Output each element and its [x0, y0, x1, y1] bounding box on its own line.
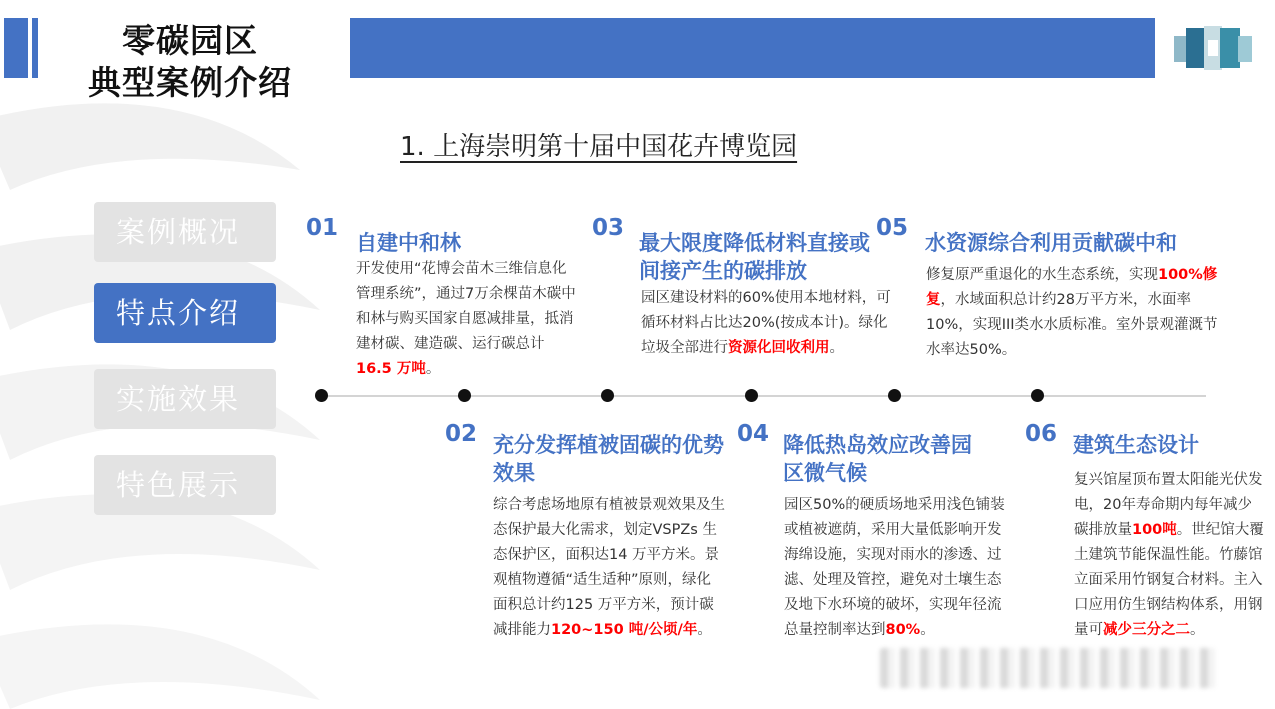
highlight-value: 100吨 — [1132, 522, 1177, 538]
highlight-value: 80% — [885, 622, 921, 638]
item-description: 园区50%的硬质场地采用浅色铺装或植被遮荫，采用大量低影响开发海绵设施，实现对雨水的渗透、过滤、处理及管控，避免对土壤生态及地下水环境的破坏，实现年径流总量控制率达到80%。 — [784, 497, 1005, 638]
nav-item-label: 案例概况 — [116, 215, 241, 249]
nav-item-label: 特色展示 — [116, 468, 241, 502]
item-heading: 水资源综合利用贡献碳中和 — [925, 231, 1177, 255]
page-title-line1: 零碳园区 — [122, 21, 258, 60]
nav-item-features[interactable] — [94, 283, 276, 343]
item-number: 03 — [592, 215, 625, 241]
nav-item-label: 特点介绍 — [116, 296, 241, 330]
nav-item-showcase[interactable] — [94, 455, 276, 515]
header-accent-bar — [4, 18, 28, 78]
item-number: 04 — [737, 421, 770, 447]
logo-icon — [1172, 22, 1256, 74]
page-title — [60, 20, 320, 104]
highlight-value: 资源化回收利用 — [728, 340, 830, 356]
item-description: 综合考虑场地原有植被景观效果及生态保护最大化需求，划定VSPZs 生态保护区，面积达14 万平方米。景观植物遵循“适生适种”原则，绿化面积总计约125 万平方米，预计碳减排能力120~150 吨/公顷/年。 — [493, 497, 725, 638]
item-number: 02 — [445, 421, 478, 447]
item-description: 园区建设材料的60%使用本地材料，可循环材料占比达20%(按成本计)。绿化垃圾全部进行资源化回收利用。 — [641, 290, 891, 356]
timeline-dot — [888, 389, 901, 402]
highlight-value: 减少三分之二 — [1103, 622, 1190, 638]
item-heading: 降低热岛效应改善园区微气候 — [783, 433, 972, 485]
header-accent-bar-thin — [32, 18, 38, 78]
highlight-value: 100%修复 — [926, 267, 1218, 308]
item-description: 修复原严重退化的水生态系统，实现100%修复，水域面积总计约28万平方米，水面率10%，实现III类水水质标准。室外景观灌溉节水率达50%。 — [926, 267, 1218, 358]
item-heading: 自建中和林 — [356, 231, 461, 255]
item-number: 06 — [1025, 421, 1058, 447]
nav-item-label: 实施效果 — [116, 382, 241, 416]
item-number: 05 — [876, 215, 909, 241]
section-title: 1. 上海崇明第十届中国花卉博览园 — [400, 132, 798, 162]
nav-item-implementation-results[interactable] — [94, 369, 276, 429]
item-description: 开发使用“花博会苗木三维信息化管理系统”，通过7万余棵苗木碳中和林与购买国家自愿减排量，抵消建材碳、建造碳、运行碳总计 16.5 万吨。 — [356, 261, 576, 377]
timeline-line — [318, 395, 1206, 397]
timeline-dot — [601, 389, 614, 402]
highlight-value: 16.5 万吨 — [356, 361, 426, 377]
page-title-line2: 典型案例介绍 — [88, 63, 292, 102]
timeline-dot — [458, 389, 471, 402]
item-heading: 充分发挥植被固碳的优势效果 — [493, 433, 724, 485]
item-number: 01 — [306, 215, 339, 241]
item-description: 复兴馆屋顶布置太阳能光伏发电，20年寿命期内每年减少碳排放量100吨。世纪馆大覆土建筑节能保温性能。竹藤馆立面采用竹钢复合材料。主入口应用仿生钢结构体系，用钢量可减少三分之二。 — [1074, 472, 1264, 638]
item-heading: 建筑生态设计 — [1073, 433, 1199, 457]
nav-item-case-overview[interactable] — [94, 202, 276, 262]
highlight-value: 120~150 吨/公顷/年 — [551, 622, 698, 638]
header-band — [350, 18, 1155, 78]
timeline-dot — [315, 389, 328, 402]
timeline-dot — [745, 389, 758, 402]
item-heading: 最大限度降低材料直接或间接产生的碳排放 — [639, 231, 870, 283]
timeline-dot — [1031, 389, 1044, 402]
blurred-watermark — [880, 648, 1220, 688]
